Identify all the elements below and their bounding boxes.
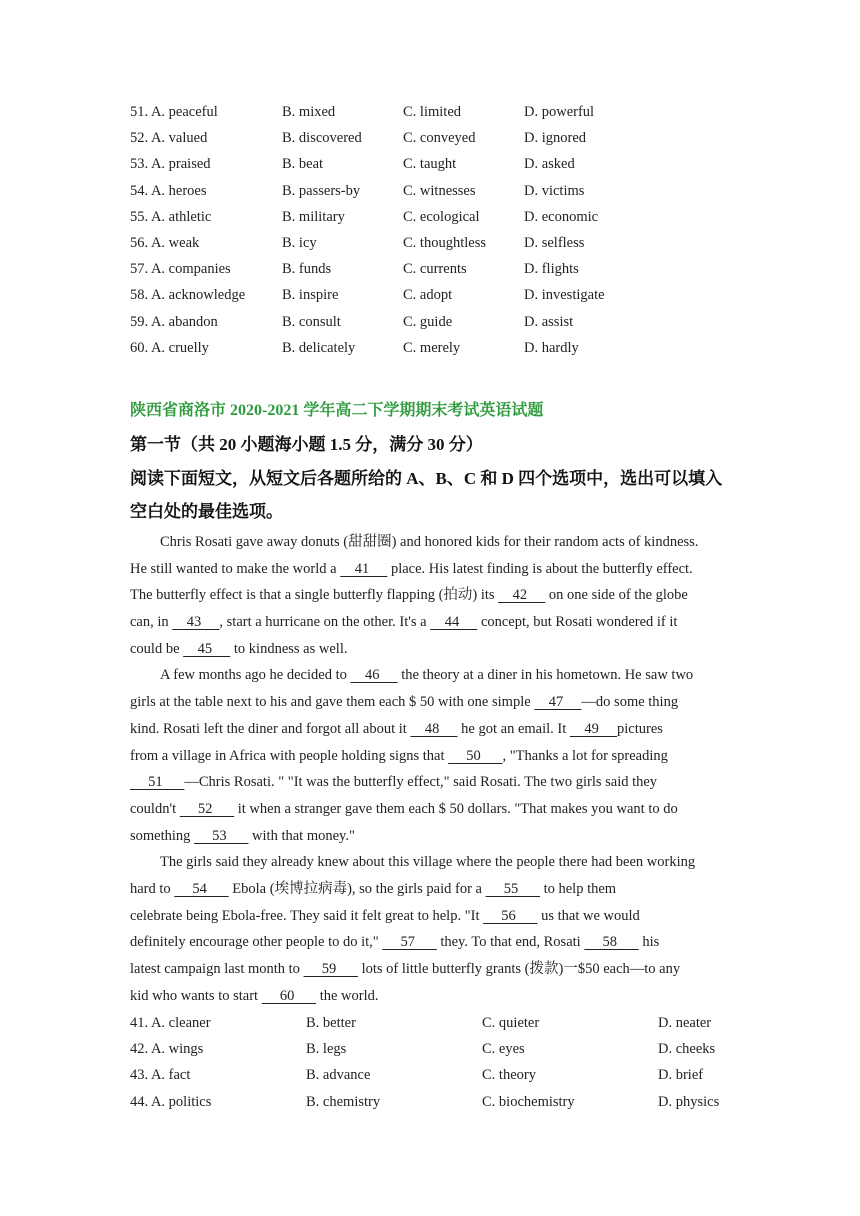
- option-a: 51. A. peaceful: [130, 104, 218, 120]
- passage-text: concept, but Rosati wondered if it: [477, 614, 678, 631]
- answer-blank: 54: [174, 880, 229, 897]
- passage-text: kind. Rosati left the diner and forgot all about it: [130, 720, 411, 737]
- option-c: C. witnesses: [403, 182, 476, 199]
- passage-line: [130, 799, 736, 826]
- passage-text: to help them: [539, 880, 617, 897]
- option-b: B. legs: [306, 1041, 347, 1058]
- option-c: C. merely: [403, 339, 461, 356]
- passage-text: —Chris Rosati. " "It was the butterfly effect," said Rosati. The two girls said they: [184, 774, 658, 791]
- option-c: C. guide: [403, 313, 453, 330]
- option-a: 41. A. cleaner: [130, 1015, 211, 1031]
- answer-blank: 45: [183, 640, 231, 657]
- passage-text: couldn't: [130, 800, 180, 817]
- option-a: 56. A. weak: [130, 234, 200, 251]
- option-a: 57. A. companies: [130, 261, 231, 278]
- option-d: D. asked: [524, 156, 575, 173]
- passage-text: , "Thanks a lot for spreading: [502, 747, 668, 764]
- option-c: C. conveyed: [403, 130, 476, 147]
- option-a: 55. A. athletic: [130, 208, 212, 225]
- passage-text: A few months ago he decided to: [160, 667, 351, 684]
- option-d: D. ignored: [524, 130, 587, 147]
- option-c: C. currents: [403, 261, 467, 278]
- passage-text: us that we would: [537, 907, 640, 924]
- passage-text: they. To that end, Rosati: [436, 934, 585, 951]
- answer-blank: 55: [485, 880, 540, 897]
- option-c: C. biochemistry: [482, 1093, 575, 1110]
- option-a: 54. A. heroes: [130, 182, 207, 199]
- option-b: B. passers-by: [282, 182, 361, 199]
- passage-text: —do some thing: [581, 694, 679, 711]
- option-d: D. economic: [524, 208, 599, 225]
- option-b: B. consult: [282, 313, 341, 330]
- passage-text: The butterfly effect is that a single butterfly flapping (拍动) its: [130, 587, 499, 604]
- passage-text: girls at the table next to his and gave them each $ 50 with one simple: [130, 694, 535, 711]
- option-c: C. theory: [482, 1067, 536, 1084]
- option-b: B. advance: [306, 1067, 371, 1084]
- option-a: 59. A. abandon: [130, 313, 218, 330]
- option-b: B. icy: [282, 234, 317, 251]
- passage-text: celebrate being Ebola-free. They said it felt great to help. "It: [130, 907, 484, 924]
- answer-blank: 47: [534, 694, 582, 711]
- answer-blank: 60: [261, 987, 317, 1004]
- option-c: C. quieter: [482, 1015, 540, 1031]
- passage-text: latest campaign last month to: [130, 961, 304, 977]
- answer-blank: 59: [303, 961, 358, 977]
- exam-source-title: 陕西省商洛市 2020-2021 学年高二下学期期末考试英语试题: [130, 402, 544, 419]
- option-d: D. selfless: [524, 234, 585, 251]
- option-d: D. brief: [658, 1067, 704, 1084]
- passage-text: can, in: [130, 614, 173, 631]
- option-b: B. delicately: [282, 339, 356, 356]
- answer-blank: 52: [179, 800, 235, 817]
- passage-text: his: [638, 934, 660, 951]
- answer-blank: 48: [410, 720, 458, 737]
- passage-text: it when a stranger gave them each $ 50 dollars. "That makes you want to do: [234, 800, 678, 817]
- option-b: B. mixed: [282, 104, 336, 120]
- passage-line: [130, 932, 736, 959]
- option-b: B. military: [282, 208, 345, 225]
- option-d: D. victims: [524, 182, 585, 199]
- option-b: B. funds: [282, 261, 332, 278]
- option-a: 43. A. fact: [130, 1067, 191, 1084]
- passage-line: [130, 879, 736, 906]
- option-d: D. assist: [524, 313, 574, 330]
- passage-line: [130, 826, 736, 853]
- option-c: C. taught: [403, 156, 457, 173]
- passage-line: [130, 852, 736, 879]
- section-heading: 第一节（共 20 小题海小题 1.5 分，满分 30 分）: [130, 435, 483, 454]
- answer-blank: 46: [350, 667, 398, 684]
- answer-blank: 53: [194, 827, 249, 844]
- instruction-line-2: 空白处的最佳选项。: [130, 502, 283, 521]
- passage-text: something: [130, 827, 195, 844]
- passage-text: Ebola (埃博拉病毒), so the girls paid for a: [228, 880, 486, 897]
- answer-blank: 51: [130, 774, 185, 791]
- option-c: C. eyes: [482, 1041, 525, 1058]
- passage-line: [130, 906, 736, 933]
- passage-text: Chris Rosati gave away donuts (甜甜圈) and honored kids for their random acts of kindness.: [160, 534, 699, 550]
- passage-line: [130, 639, 736, 666]
- option-b: B. inspire: [282, 287, 339, 304]
- passage-line: [130, 585, 736, 612]
- option-c: C. thoughtless: [403, 234, 486, 251]
- option-a: 44. A. politics: [130, 1093, 212, 1110]
- passage-line: [130, 665, 736, 692]
- answer-blank: 58: [584, 934, 639, 951]
- option-b: B. discovered: [282, 130, 362, 147]
- option-c: C. limited: [403, 104, 461, 120]
- cloze-passage: [130, 532, 736, 1012]
- passage-text: to kindness as well.: [230, 640, 348, 657]
- passage-text: , start a hurricane on the other. It's a: [219, 614, 431, 631]
- option-d: D. investigate: [524, 287, 605, 304]
- passage-text: definitely encourage other people to do it,": [130, 934, 383, 951]
- passage-text: place. His latest finding is about the butterfly effect.: [387, 560, 693, 577]
- answer-blank: 44: [430, 614, 478, 631]
- answer-blank: 43: [172, 614, 220, 631]
- passage-text: he got an email. It: [457, 720, 570, 737]
- option-d: D. hardly: [524, 339, 579, 356]
- passage-line: [130, 532, 736, 559]
- passage-text: on one side of the globe: [545, 587, 688, 604]
- passage-text: lots of little butterfly grants (拨款)一$50 each—to any: [357, 961, 681, 977]
- passage-text: from a village in Africa with people holding signs that: [130, 747, 449, 764]
- passage-text: hard to: [130, 880, 175, 897]
- option-c: C. adopt: [403, 287, 453, 304]
- answer-blank: 42: [498, 587, 546, 604]
- option-b: B. better: [306, 1015, 356, 1031]
- option-a: 58. A. acknowledge: [130, 287, 246, 304]
- option-d: D. physics: [658, 1093, 720, 1110]
- answer-blank: 57: [382, 934, 437, 951]
- passage-text: could be: [130, 640, 184, 657]
- option-b: B. chemistry: [306, 1093, 381, 1110]
- option-a: 52. A. valued: [130, 130, 208, 147]
- passage-line: [130, 692, 736, 719]
- option-c: C. ecological: [403, 208, 480, 225]
- passage-text: the world.: [316, 987, 379, 1004]
- passage-line: [130, 959, 736, 986]
- passage-line: [130, 772, 736, 799]
- answer-blank: 56: [483, 907, 538, 924]
- passage-text: the theory at a diner in his hometown. He saw two: [397, 667, 694, 684]
- option-b: B. beat: [282, 156, 324, 173]
- instruction-line-1: 阅读下面短文，从短文后各题所给的 A、B、C 和 D 四个选项中，选出可以填入: [130, 469, 723, 488]
- passage-line: [130, 746, 736, 773]
- option-a: 42. A. wings: [130, 1041, 204, 1058]
- answer-blank: 49: [569, 720, 618, 737]
- option-a: 60. A. cruelly: [130, 339, 209, 356]
- passage-line: [130, 719, 736, 746]
- option-a: 53. A. praised: [130, 156, 211, 173]
- passage-text: with that money.": [248, 827, 355, 844]
- option-d: D. neater: [658, 1015, 712, 1031]
- passage-line: [130, 986, 736, 1013]
- passage-text: The girls said they already knew about this village where the people there had been working: [160, 854, 696, 871]
- answer-blank: 50: [448, 747, 503, 764]
- passage-text: kid who wants to start: [130, 987, 262, 1004]
- passage-line: [130, 612, 736, 639]
- option-d: D. flights: [524, 261, 579, 278]
- passage-text: pictures: [617, 720, 663, 737]
- answer-blank: 41: [340, 560, 388, 577]
- option-d: D. powerful: [524, 104, 595, 120]
- option-d: D. cheeks: [658, 1041, 716, 1058]
- passage-line: [130, 559, 736, 586]
- passage-text: He still wanted to make the world a: [130, 560, 341, 577]
